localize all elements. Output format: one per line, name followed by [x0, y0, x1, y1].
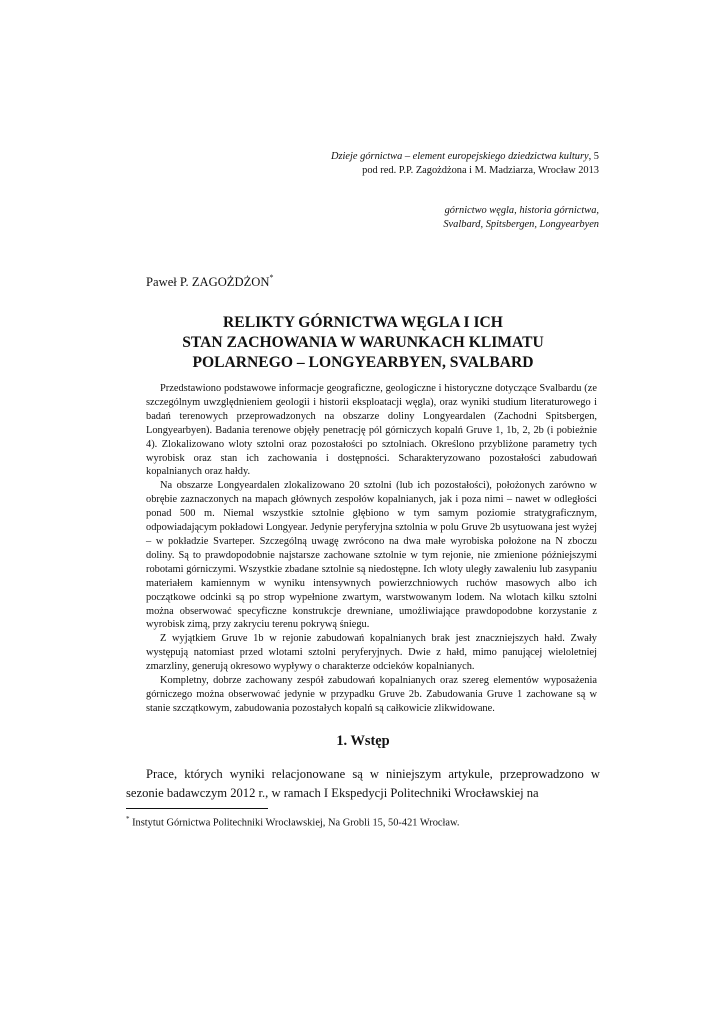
publication-reference: [331, 150, 599, 178]
footnote-marker: *: [126, 815, 130, 823]
keywords: [443, 204, 599, 232]
abstract-paragraph-4: Kompletny, dobrze zachowany zespół zabudowań kopalnianych oraz szereg elementów wyposażenia górniczego można obserwować jedynie w przypadku Gruve 2b. Zabudowania Gruve 1 zachowane są w stanie szczątkowym, zabudowania pozostałych kopalń są całkowicie zlikwidowane.: [146, 675, 597, 714]
footnote: [126, 815, 459, 828]
series-title-italic: Dzieje górnictwa – element europejskiego dziedzictwa kultury: [331, 151, 589, 162]
footnote-divider: [126, 808, 268, 809]
abstract: [146, 382, 597, 716]
title-line-2: STAN ZACHOWANIA W WARUNKACH KLIMATU: [182, 334, 544, 351]
paper-title: [126, 313, 600, 373]
author-name: Paweł P. ZAGOŻDŻON: [146, 275, 270, 290]
series-title: [331, 150, 599, 164]
abstract-paragraph-1: Przedstawiono podstawowe informacje geograficzne, geologiczne i historyczne dotyczące Svalbardu (ze szczególnym uwzględnieniem geologii i historii eksploatacji węgla), oraz wyniki studium literaturowego i badań terenowych przeprowadzonych na obszarze doliny Longyeardalen (Zachodni Spitsbergen, Longyearbyen). Badania terenowe objęły penetrację pól górniczych kopalń Gruve 1, 1b, 2, 2b (i pobieżnie 4). Zlokalizowano wloty sztolni oraz pozostałości po sztolniach. Określono przybliżone parametry tych wyrobisk oraz stan ich zachowania i dostępności. Scharakteryzowano pozostałości zabudowań kopalnianych oraz hałdy.: [146, 383, 597, 478]
series-volume: , 5: [588, 151, 599, 162]
author: [146, 274, 273, 290]
author-footnote-marker: *: [269, 273, 274, 282]
body-text: [126, 765, 600, 803]
title-line-3: POLARNEGO – LONGYEARBYEN, SVALBARD: [192, 354, 534, 371]
abstract-paragraph-2: Na obszarze Longyeardalen zlokalizowano 20 sztolni (lub ich pozostałości), położonych zarówno w obrębie zaznaczonych na mapach głównych zespołów kopalnianych, jak i poza nimi – nawet w odległości ponad 500 m. Niemal wszystkie sztolnie głębiono w tym samym poziomie stratygraficznym, odpowiadającym pokładowi Longyear. Jedynie peryferyjna sztolnia w polu Gruve 2b usytuowana jest wyżej – w pokładzie Svarteper. Szczególną uwagę zwrócono na dwa małe wyrobiska położone na N zboczu doliny. Są to prawdopodobnie najstarsze zachowane sztolnie w tym rejonie, nie zmienione późniejszymi robotami górniczymi. Wszystkie zbadane sztolnie są niedostępne. Ich wloty uległy zawaleniu lub zasypaniu materiałem kamiennym w wyniku intensywnych powierzchniowych ruchów masowych albo ich początkowe odcinki są po strop wypełnione zwartym, warstwowanym lodem. Na wlotach kilku sztolni można obserwować specyficzne konstrukcje drewniane, umożliwiające prawdopodobne korzystanie z wyrobisk zimą, przy zakryciu terenu pokrywą śniegu.: [146, 480, 598, 631]
footnote-text: Instytut Górnictwa Politechniki Wrocławskiej, Na Grobli 15, 50-421 Wrocław.: [129, 817, 460, 829]
title-line-1: RELIKTY GÓRNICTWA WĘGLA I ICH: [223, 314, 503, 331]
keywords-line-1: górnictwo węgla, historia górnictwa,: [444, 205, 599, 216]
keywords-line-2: Svalbard, Spitsbergen, Longyearbyen: [443, 219, 599, 230]
editors-line: pod red. P.P. Zagożdżona i M. Madziarza, Wrocław 2013: [362, 165, 599, 176]
abstract-paragraph-3: Z wyjątkiem Gruve 1b w rejonie zabudowań kopalnianych brak jest znaczniejszych hałd. Zwały występują natomiast przed wlotami sztolni peryferyjnych. Dwie z hałd, mimo panującej wieloletniej zmarzliny, generują okresowo wypływy o charakterze odcieków kopalnianych.: [146, 633, 597, 673]
body-paragraph: Prace, których wyniki relacjonowane są w niniejszym artykule, przeprowadzono w sezonie badawczym 2012 r., w ramach I Ekspedycji Politechniki Wrocławskiej na: [126, 767, 600, 800]
section-heading: 1. Wstęp: [336, 733, 390, 749]
